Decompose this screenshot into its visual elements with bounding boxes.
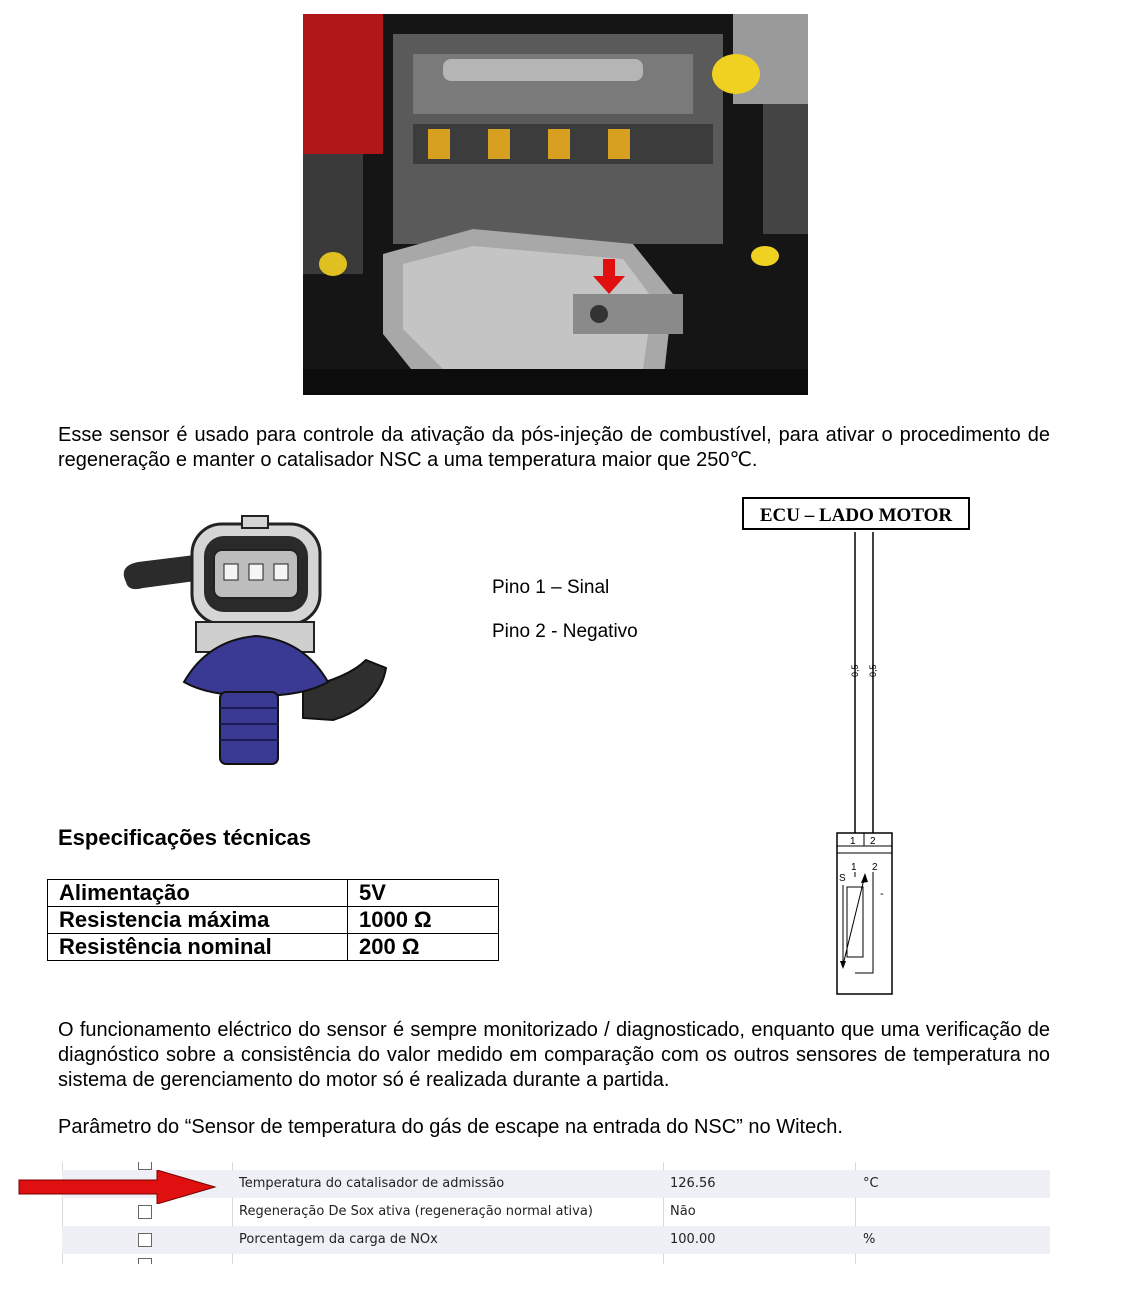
intro-paragraph: Esse sensor é usado para controle da ativação da pós-injeção de combustível, para ativar o procedimento de regeneração e manter o catalisador NSC a uma temperatura maior que 250℃. — [58, 424, 1050, 471]
sensor-pin-2: 2 — [872, 862, 878, 873]
wire-1-gauge: 0,5 — [850, 664, 860, 677]
parameter-unit: % — [863, 1232, 876, 1247]
red-arrow-icon — [17, 1170, 217, 1204]
engine-bay-photo — [303, 14, 808, 395]
terminal-1: 1 — [850, 836, 856, 847]
spec-value: 200 Ω — [348, 934, 499, 961]
parameter-unit: °C — [863, 1176, 879, 1191]
spec-row — [48, 907, 499, 934]
parameter-name: Porcentagem da carga de NOx — [239, 1232, 438, 1247]
parameter-value: Não — [670, 1204, 696, 1219]
row-checkbox[interactable] — [138, 1205, 152, 1219]
spec-row — [48, 880, 499, 907]
witech-caption: Parâmetro do “Sensor de temperatura do gás de escape na entrada do NSC” no Witech. — [58, 1116, 843, 1138]
spec-label: Alimentação — [48, 880, 348, 907]
monitor-paragraph: O funcionamento eléctrico do sensor é sempre monitorizado / diagnosticado, enquanto que uma verificação de diagnóstico sobre a consistência do valor medido em comparação com os outros sensores de temperatura no sistema de gerenciamento do motor só é realizada durante a partida. — [58, 1019, 1050, 1091]
signal-marker: S — [839, 873, 846, 884]
parameter-value: 100.00 — [670, 1232, 716, 1247]
parameter-value: 126.56 — [670, 1176, 716, 1191]
terminal-2: 2 — [870, 836, 876, 847]
wiring-diagram — [740, 495, 980, 1000]
row-checkbox[interactable] — [138, 1258, 152, 1264]
spec-title: Especificações técnicas — [58, 825, 312, 850]
pin-2-label: Pino 2 - Negativo — [492, 621, 638, 642]
sensor-connector-illustration — [108, 510, 393, 775]
parameter-name: Regeneração De Sox ativa (regeneração normal ativa) — [239, 1204, 593, 1219]
sensor-pin-1: 1 — [851, 862, 857, 873]
spec-label: Resistencia máxima — [48, 907, 348, 934]
parameter-name: Temperatura do catalisador de admissão — [239, 1176, 505, 1191]
spec-value: 5V — [348, 880, 499, 907]
ecu-label: ECU – LADO MOTOR — [742, 497, 970, 530]
negative-marker: - — [880, 888, 884, 900]
spec-label: Resistência nominal — [48, 934, 348, 961]
wire-2-gauge: 0,5 — [868, 664, 878, 677]
table-row[interactable] — [62, 1226, 1050, 1254]
row-checkbox[interactable] — [138, 1233, 152, 1247]
spec-row — [48, 934, 499, 961]
row-checkbox[interactable] — [138, 1162, 152, 1170]
pin-1-label: Pino 1 – Sinal — [492, 577, 610, 598]
spec-table — [47, 879, 499, 961]
spec-value: 1000 Ω — [348, 907, 499, 934]
